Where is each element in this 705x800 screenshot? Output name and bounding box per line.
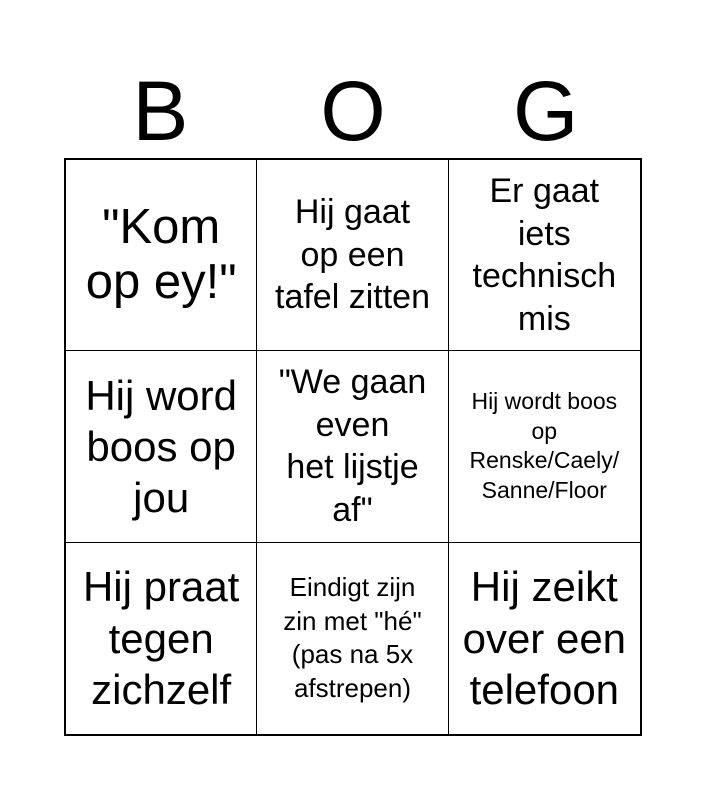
- cell-text: "We gaan even het lijstje af": [278, 363, 427, 529]
- bingo-cell[interactable]: [66, 351, 257, 542]
- cell-text: Hij zeikt over een telefoon: [462, 563, 627, 713]
- bingo-header: [64, 66, 642, 156]
- bingo-cell[interactable]: [66, 160, 257, 351]
- cell-text: Hij wordt boos op Renske/Caely/ Sanne/Floor: [469, 387, 620, 504]
- cell-text: "Kom op ey!": [85, 200, 237, 310]
- bingo-cell[interactable]: [257, 160, 448, 351]
- cell-text: Hij word boos op jou: [85, 371, 238, 522]
- bingo-cell[interactable]: [66, 543, 257, 734]
- bingo-cell[interactable]: [449, 543, 640, 734]
- cell-text: Er gaat iets technisch mis: [472, 172, 617, 338]
- bingo-grid: [64, 158, 642, 736]
- header-letter-o: O: [320, 64, 386, 158]
- cell-text: Hij gaat op een tafel zitten: [275, 193, 430, 317]
- header-letter-b: B: [132, 64, 189, 158]
- header-letter-g: G: [512, 64, 579, 158]
- cell-text: Eindigt zijn zin met "hé" (pas na 5x afstrepen): [283, 571, 422, 704]
- cell-text: Hij praat tegen zichzelf: [82, 563, 240, 713]
- bingo-cell[interactable]: [257, 351, 448, 542]
- bingo-cell[interactable]: [449, 160, 640, 351]
- bingo-cell[interactable]: [257, 543, 448, 734]
- bingo-cell[interactable]: [449, 351, 640, 542]
